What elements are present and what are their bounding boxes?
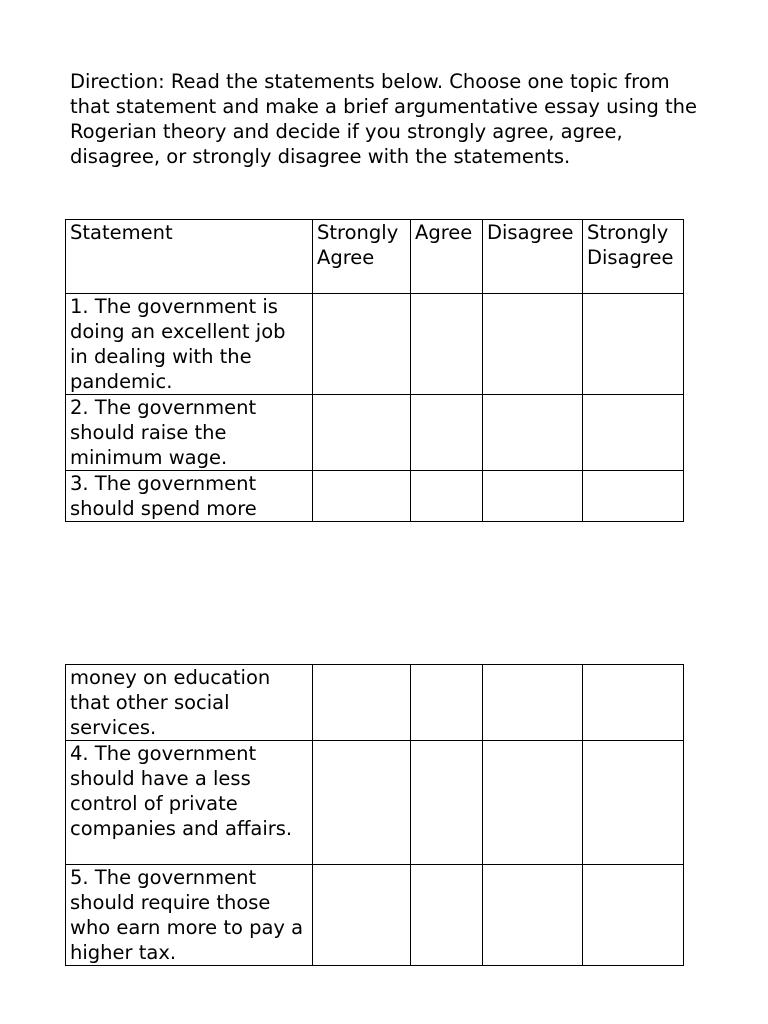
disagree-cell[interactable] [483, 471, 583, 522]
disagree-cell[interactable] [483, 865, 583, 966]
opinion-table-continued [65, 664, 684, 966]
disagree-cell[interactable] [483, 741, 583, 865]
statement-cell: 5. The government should require those who earn more to pay a higher tax. [66, 865, 313, 966]
table-row [66, 741, 684, 865]
header-agree: Agree [411, 220, 483, 294]
strongly-agree-cell[interactable] [313, 741, 411, 865]
strongly-agree-cell[interactable] [313, 395, 411, 471]
header-disagree: Disagree [483, 220, 583, 294]
agree-cell[interactable] [411, 471, 483, 522]
opinion-table [65, 219, 684, 522]
strongly-disagree-cell[interactable] [583, 294, 684, 395]
statement-cell: 4. The government should have a less control of private companies and affairs. [66, 741, 313, 865]
disagree-cell[interactable] [483, 395, 583, 471]
disagree-cell[interactable] [483, 665, 583, 741]
table-row [66, 395, 684, 471]
table-row [66, 665, 684, 741]
statement-cell: 2. The government should raise the minimum wage. [66, 395, 313, 471]
strongly-agree-cell[interactable] [313, 865, 411, 966]
agree-cell[interactable] [411, 665, 483, 741]
strongly-disagree-cell[interactable] [583, 395, 684, 471]
table-header-row [66, 220, 684, 294]
strongly-disagree-cell[interactable] [583, 471, 684, 522]
strongly-disagree-cell[interactable] [583, 741, 684, 865]
table-row [66, 471, 684, 522]
strongly-disagree-cell[interactable] [583, 665, 684, 741]
statement-cell: 1. The government is doing an excellent job in dealing with the pandemic. [66, 294, 313, 395]
header-statement: Statement [66, 220, 313, 294]
statement-cell: money on education that other social services. [66, 665, 313, 741]
agree-cell[interactable] [411, 395, 483, 471]
direction-text: Direction: Read the statements below. Choose one topic from that statement and make a brief argumentative essay using the Rogerian theory and decide if you strongly agree, agree, disagree, or strongly disagree with the statements. [70, 70, 698, 168]
table-row [66, 865, 684, 966]
agree-cell[interactable] [411, 294, 483, 395]
disagree-cell[interactable] [483, 294, 583, 395]
strongly-agree-cell[interactable] [313, 665, 411, 741]
table-row [66, 294, 684, 395]
agree-cell[interactable] [411, 865, 483, 966]
header-strongly-agree: Strongly Agree [313, 220, 411, 294]
header-strongly-disagree: Strongly Disagree [583, 220, 684, 294]
statement-cell: 3. The government should spend more [66, 471, 313, 522]
strongly-disagree-cell[interactable] [583, 865, 684, 966]
strongly-agree-cell[interactable] [313, 471, 411, 522]
agree-cell[interactable] [411, 741, 483, 865]
strongly-agree-cell[interactable] [313, 294, 411, 395]
